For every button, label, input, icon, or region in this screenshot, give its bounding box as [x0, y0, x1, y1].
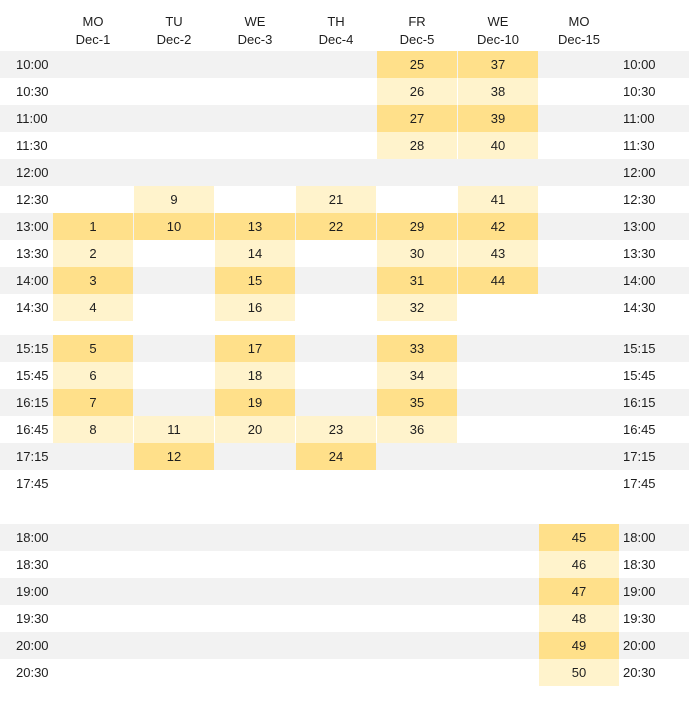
slot-cell[interactable]: 21: [296, 186, 376, 213]
time-row: [0, 132, 689, 159]
day-date: Dec-15: [558, 32, 600, 47]
day-header: [215, 13, 295, 49]
slot-cell[interactable]: 9: [134, 186, 214, 213]
time-label-left: 14:00: [16, 273, 49, 288]
time-label-left: 12:00: [16, 165, 49, 180]
slot-cell[interactable]: 40: [458, 132, 538, 159]
slot-cell[interactable]: 10: [134, 213, 214, 240]
time-label-left: 18:30: [16, 557, 49, 572]
slot-cell[interactable]: 25: [377, 51, 457, 78]
time-label-right: 10:00: [623, 57, 656, 72]
slot-cell[interactable]: 14: [215, 240, 295, 267]
slot-cell[interactable]: 12: [134, 443, 214, 470]
slot-cell[interactable]: 43: [458, 240, 538, 267]
day-header: [296, 13, 376, 49]
slot-cell[interactable]: 30: [377, 240, 457, 267]
time-label-right: 12:00: [623, 165, 656, 180]
day-of-week: FR: [408, 14, 426, 29]
slot-cell[interactable]: 29: [377, 213, 457, 240]
slot-cell[interactable]: 34: [377, 362, 457, 389]
slot-cell[interactable]: 42: [458, 213, 538, 240]
time-label-right: 17:15: [623, 449, 656, 464]
day-of-week: WE: [487, 14, 509, 29]
slot-cell[interactable]: 26: [377, 78, 457, 105]
time-label-right: 18:00: [623, 530, 656, 545]
slot-cell[interactable]: 33: [377, 335, 457, 362]
time-label-right: 12:30: [623, 192, 656, 207]
time-row: [0, 51, 689, 78]
slot-cell[interactable]: 18: [215, 362, 295, 389]
slot-cell[interactable]: 50: [539, 659, 619, 686]
day-header: [53, 13, 133, 49]
slot-cell[interactable]: 49: [539, 632, 619, 659]
slot-cell[interactable]: 22: [296, 213, 376, 240]
slot-cell[interactable]: 48: [539, 605, 619, 632]
day-header: [377, 13, 457, 49]
slot-cell[interactable]: 13: [215, 213, 295, 240]
slot-cell[interactable]: 5: [53, 335, 133, 362]
time-label-left: 17:15: [16, 449, 49, 464]
time-label-right: 10:30: [623, 84, 656, 99]
time-label-left: 13:00: [16, 219, 49, 234]
slot-cell[interactable]: 31: [377, 267, 457, 294]
time-label-left: 15:15: [16, 341, 49, 356]
slot-cell[interactable]: 3: [53, 267, 133, 294]
slot-cell[interactable]: 32: [377, 294, 457, 321]
day-date: Dec-1: [75, 32, 111, 47]
time-row: [0, 159, 689, 186]
slot-cell[interactable]: 47: [539, 578, 619, 605]
time-label-left: 11:00: [16, 111, 48, 126]
time-label-right: 15:45: [623, 368, 656, 383]
day-date: Dec-5: [399, 32, 435, 47]
slot-cell[interactable]: 6: [53, 362, 133, 389]
slot-cell[interactable]: 45: [539, 524, 619, 551]
time-label-left: 19:00: [16, 584, 49, 599]
time-label-right: 17:45: [623, 476, 656, 491]
slot-cell[interactable]: 39: [458, 105, 538, 132]
slot-cell[interactable]: 37: [458, 51, 538, 78]
time-label-left: 10:30: [16, 84, 49, 99]
time-label-left: 14:30: [16, 300, 49, 315]
time-label-right: 16:15: [623, 395, 656, 410]
slot-cell[interactable]: 28: [377, 132, 457, 159]
time-label-right: 19:30: [623, 611, 656, 626]
time-row: [0, 105, 689, 132]
time-label-right: 18:30: [623, 557, 656, 572]
slot-cell[interactable]: 2: [53, 240, 133, 267]
time-label-left: 19:30: [16, 611, 49, 626]
slot-cell[interactable]: 7: [53, 389, 133, 416]
day-header: [539, 13, 619, 49]
time-row: [0, 470, 689, 497]
slot-cell[interactable]: 46: [539, 551, 619, 578]
time-label-right: 13:30: [623, 246, 656, 261]
slot-cell[interactable]: 27: [377, 105, 457, 132]
day-of-week: WE: [244, 14, 266, 29]
slot-cell[interactable]: 41: [458, 186, 538, 213]
slot-cell[interactable]: 44: [458, 267, 538, 294]
time-label-right: 13:00: [623, 219, 656, 234]
time-label-left: 12:30: [16, 192, 49, 207]
slot-cell[interactable]: 38: [458, 78, 538, 105]
day-header: [458, 13, 538, 49]
time-label-right: 16:45: [623, 422, 656, 437]
time-label-right: 11:00: [623, 111, 655, 126]
time-label-right: 20:30: [623, 665, 656, 680]
time-label-left: 13:30: [16, 246, 49, 261]
time-label-right: 20:00: [623, 638, 656, 653]
time-label-right: 19:00: [623, 584, 656, 599]
slot-cell[interactable]: 35: [377, 389, 457, 416]
day-of-week: TH: [327, 14, 345, 29]
time-label-left: 16:45: [16, 422, 49, 437]
day-of-week: MO: [568, 14, 590, 29]
time-label-left: 17:45: [16, 476, 49, 491]
time-label-right: 14:30: [623, 300, 656, 315]
slot-cell[interactable]: 20: [215, 416, 295, 443]
slot-cell[interactable]: 19: [215, 389, 295, 416]
slot-cell[interactable]: 15: [215, 267, 295, 294]
slot-cell[interactable]: 23: [296, 416, 376, 443]
slot-cell[interactable]: 1: [53, 213, 133, 240]
day-header: [134, 13, 214, 49]
day-of-week: MO: [82, 14, 104, 29]
slot-cell[interactable]: 24: [296, 443, 376, 470]
time-label-right: 15:15: [623, 341, 656, 356]
time-label-left: 18:00: [16, 530, 49, 545]
slot-cell[interactable]: 36: [377, 416, 457, 443]
day-date: Dec-3: [237, 32, 273, 47]
time-label-left: 20:00: [16, 638, 49, 653]
slot-cell[interactable]: 8: [53, 416, 133, 443]
day-date: Dec-4: [318, 32, 354, 47]
time-label-right: 11:30: [623, 138, 655, 153]
time-label-left: 11:30: [16, 138, 48, 153]
slot-cell[interactable]: 17: [215, 335, 295, 362]
day-of-week: TU: [165, 14, 183, 29]
slot-cell[interactable]: 11: [134, 416, 214, 443]
slot-cell[interactable]: 4: [53, 294, 133, 321]
day-date: Dec-10: [477, 32, 519, 47]
time-label-right: 14:00: [623, 273, 656, 288]
day-date: Dec-2: [156, 32, 192, 47]
time-label-left: 16:15: [16, 395, 49, 410]
time-row: [0, 78, 689, 105]
time-label-left: 10:00: [16, 57, 49, 72]
time-label-left: 20:30: [16, 665, 49, 680]
slot-cell[interactable]: 16: [215, 294, 295, 321]
time-label-left: 15:45: [16, 368, 49, 383]
